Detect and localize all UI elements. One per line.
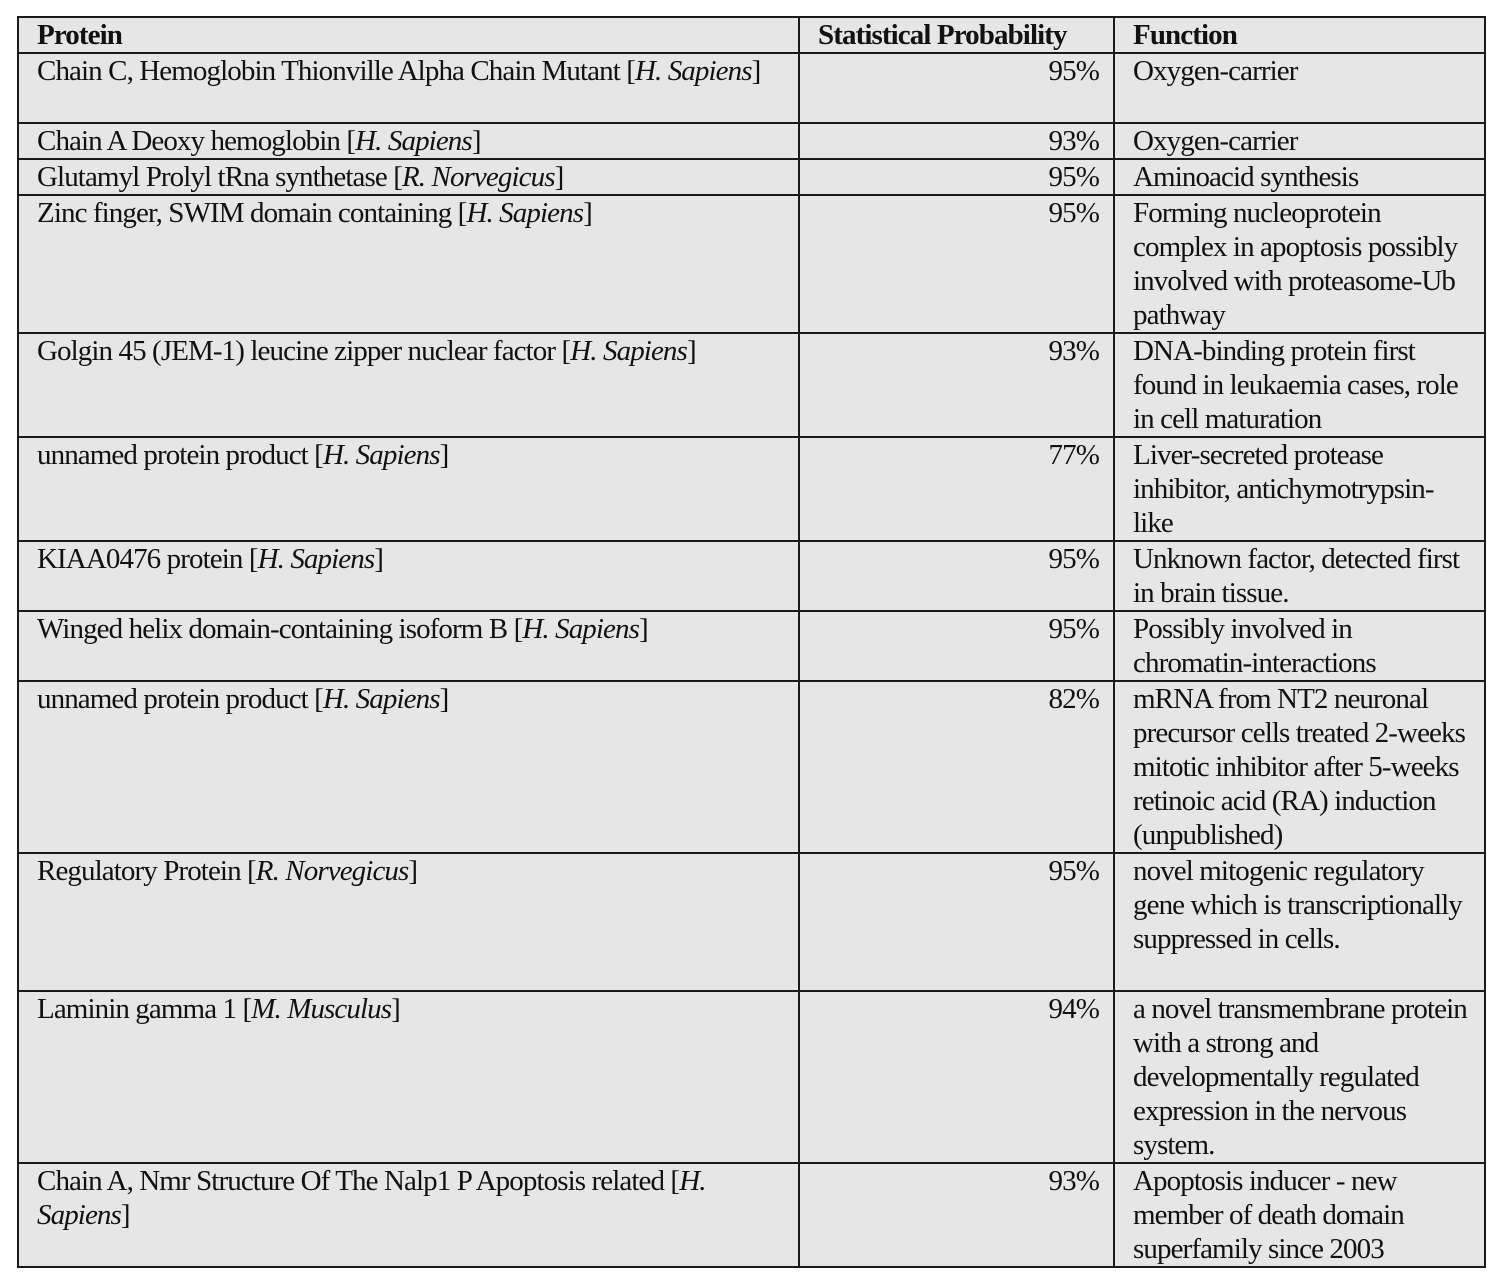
function-cell: novel mitogenic regulatory gene which is transcriptionally suppressed in cells.	[1114, 853, 1485, 991]
table-row	[18, 123, 1485, 159]
protein-cell: Regulatory Protein [R. Norvegicus]	[18, 853, 799, 991]
probability-cell: 95%	[799, 159, 1114, 195]
species-name: H. Sapiens	[355, 125, 472, 157]
table-row	[18, 159, 1485, 195]
table-row	[18, 681, 1485, 853]
species-name: H. Sapiens	[257, 543, 375, 575]
table-row	[18, 1163, 1485, 1267]
function-cell: Aminoacid synthesis	[1114, 159, 1485, 195]
table-row	[18, 195, 1485, 333]
probability-cell: 82%	[799, 681, 1114, 853]
species-name: H. Sapiens	[466, 197, 584, 229]
function-cell: Unknown factor, detected first in brain tissue.	[1114, 541, 1485, 611]
species-name: H. Sapiens	[570, 335, 687, 367]
header-probability: Statistical Probability	[799, 17, 1114, 53]
table-row	[18, 991, 1485, 1163]
protein-cell: Golgin 45 (JEM-1) leucine zipper nuclear factor [H. Sapiens]	[18, 333, 799, 437]
probability-cell: 94%	[799, 991, 1114, 1163]
table-row	[18, 437, 1485, 541]
probability-cell: 95%	[799, 53, 1114, 123]
function-cell: Oxygen-carrier	[1114, 53, 1485, 123]
species-name: R. Norvegicus	[401, 161, 555, 193]
function-cell: DNA-binding protein first found in leukaemia cases, role in cell maturation	[1114, 333, 1485, 437]
probability-cell: 95%	[799, 611, 1114, 681]
species-name: H. Sapiens	[322, 683, 440, 715]
protein-cell: Chain A, Nmr Structure Of The Nalp1 P Apoptosis related [H. Sapiens]	[18, 1163, 799, 1267]
function-cell: Oxygen-carrier	[1114, 123, 1485, 159]
species-name: H. Sapiens	[522, 613, 640, 645]
species-name: H. Sapiens	[37, 1165, 706, 1231]
probability-cell: 95%	[799, 853, 1114, 991]
header-function: Function	[1114, 17, 1485, 53]
probability-cell: 93%	[799, 1163, 1114, 1267]
protein-cell: unnamed protein product [H. Sapiens]	[18, 437, 799, 541]
table-row	[18, 333, 1485, 437]
function-cell: mRNA from NT2 neuronal precursor cells treated 2-weeks mitotic inhibitor after 5-weeks retinoic acid (RA) induction (unpublished)	[1114, 681, 1485, 853]
function-cell: Liver-secreted protease inhibitor, antichymotrypsin-like	[1114, 437, 1485, 541]
header-protein: Protein	[18, 17, 799, 53]
function-cell: Forming nucleoprotein complex in apoptosis possibly involved with proteasome-Ub pathway	[1114, 195, 1485, 333]
probability-cell: 95%	[799, 195, 1114, 333]
function-cell: Apoptosis inducer - new member of death domain superfamily since 2003	[1114, 1163, 1485, 1267]
protein-cell: Chain A Deoxy hemoglobin [H. Sapiens]	[18, 123, 799, 159]
species-name: R. Norvegicus	[255, 855, 409, 887]
function-cell: Possibly involved in chromatin-interactions	[1114, 611, 1485, 681]
probability-cell: 95%	[799, 541, 1114, 611]
table-row	[18, 611, 1485, 681]
header-row	[18, 17, 1485, 53]
protein-cell: Zinc finger, SWIM domain containing [H. Sapiens]	[18, 195, 799, 333]
protein-function-table	[17, 16, 1486, 1268]
probability-cell: 77%	[799, 437, 1114, 541]
function-cell: a novel transmembrane protein with a strong and developmentally regulated expression in the nervous system.	[1114, 991, 1485, 1163]
table-row	[18, 853, 1485, 991]
probability-cell: 93%	[799, 333, 1114, 437]
protein-cell: KIAA0476 protein [H. Sapiens]	[18, 541, 799, 611]
species-name: H. Sapiens	[322, 439, 440, 471]
species-name: H. Sapiens	[634, 55, 752, 87]
protein-cell: Glutamyl Prolyl tRna synthetase [R. Norvegicus]	[18, 159, 799, 195]
protein-cell: unnamed protein product [H. Sapiens]	[18, 681, 799, 853]
protein-cell: Laminin gamma 1 [M. Musculus]	[18, 991, 799, 1163]
probability-cell: 93%	[799, 123, 1114, 159]
protein-cell: Winged helix domain-containing isoform B [H. Sapiens]	[18, 611, 799, 681]
protein-cell: Chain C, Hemoglobin Thionville Alpha Chain Mutant [H. Sapiens]	[18, 53, 799, 123]
table-row	[18, 541, 1485, 611]
table-row	[18, 53, 1485, 123]
species-name: M. Musculus	[251, 993, 392, 1025]
